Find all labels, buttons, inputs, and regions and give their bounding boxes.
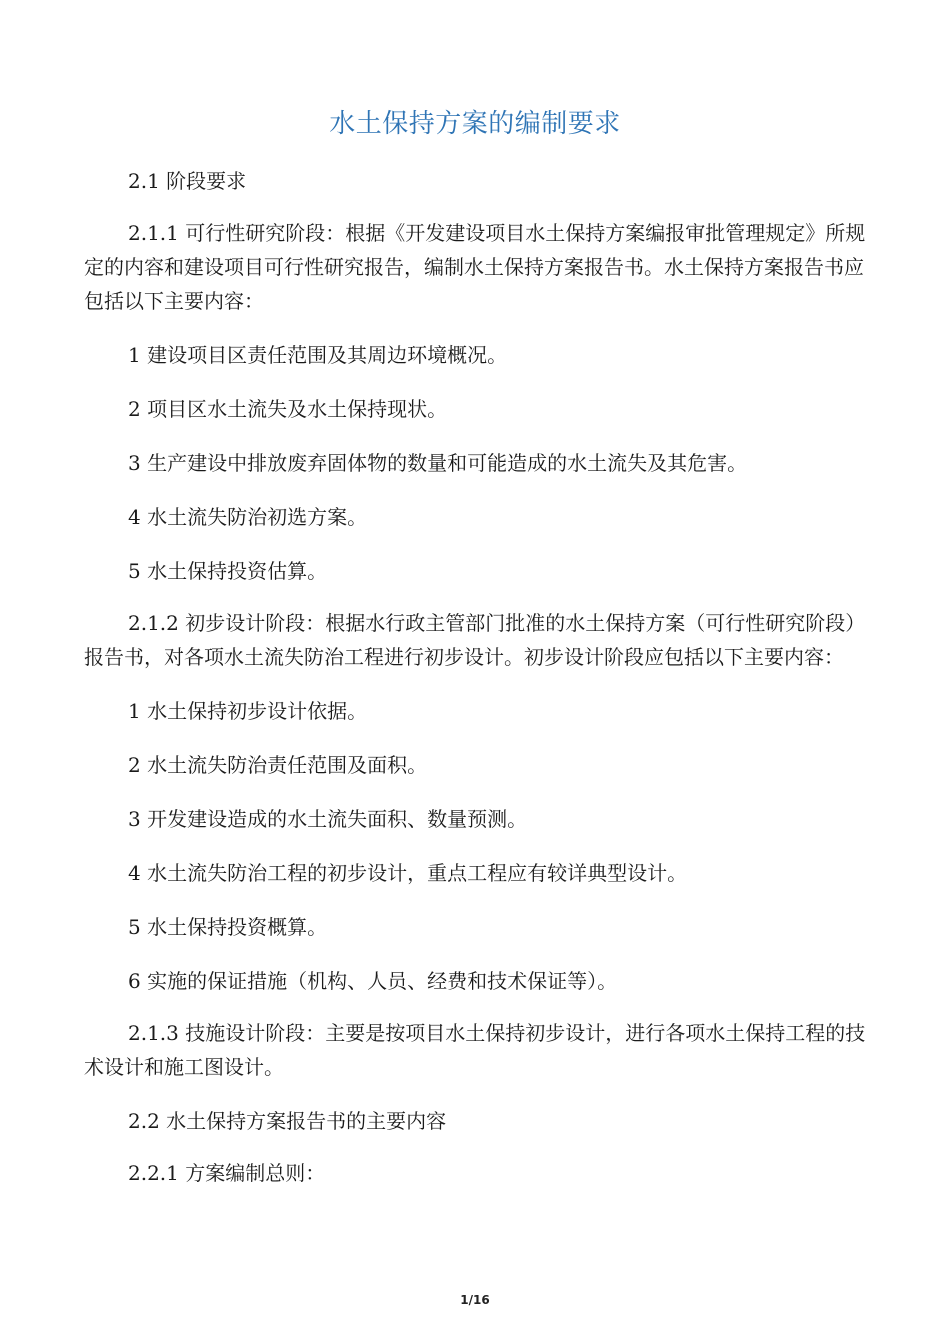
document-title: 水土保持方案的编制要求 (329, 109, 621, 139)
paragraph-2-1-2: 2.1.2 初步设计阶段：根据水行政主管部门批准的水土保持方案（可行性研究阶段）报告书，对各项水土流失防治工程进行初步设计。初步设计阶段应包括以下主要内容： (84, 611, 866, 669)
document-body (84, 164, 868, 1190)
list-item: 5 水土保持投资估算。 (128, 559, 328, 583)
page-number: 1/16 (460, 1293, 490, 1307)
list-item: 3 生产建设中排放废弃固体物的数量和可能造成的水土流失及其危害。 (128, 451, 748, 475)
list-item: 2 水土流失防治责任范围及面积。 (128, 753, 428, 777)
section-heading-2-2-1: 2.2.1 方案编制总则： (128, 1161, 326, 1185)
list-item: 5 水土保持投资概算。 (128, 915, 328, 939)
list-item: 4 水土流失防治工程的初步设计，重点工程应有较详典型设计。 (128, 861, 688, 885)
list-item: 6 实施的保证措施（机构、人员、经费和技术保证等）。 (128, 969, 618, 993)
section-heading-2-2: 2.2 水土保持方案报告书的主要内容 (128, 1109, 447, 1133)
paragraph-2-1-3: 2.1.3 技施设计阶段：主要是按项目水土保持初步设计，进行各项水土保持工程的技术设计和施工图设计。 (84, 1021, 866, 1079)
list-item: 2 项目区水土流失及水土保持现状。 (128, 397, 448, 421)
list-item: 1 水土保持初步设计依据。 (128, 699, 368, 723)
list-item: 3 开发建设造成的水土流失面积、数量预测。 (128, 807, 528, 831)
list-item: 1 建设项目区责任范围及其周边环境概况。 (128, 343, 508, 367)
paragraph-2-1-1: 2.1.1 可行性研究阶段：根据《开发建设项目水土保持方案编报审批管理规定》所规定的内容和建设项目可行性研究报告，编制水土保持方案报告书。水土保持方案报告书应包括以下主要内容： (84, 221, 866, 313)
list-item: 4 水土流失防治初选方案。 (128, 505, 368, 529)
section-heading-2-1: 2.1 阶段要求 (128, 169, 247, 193)
